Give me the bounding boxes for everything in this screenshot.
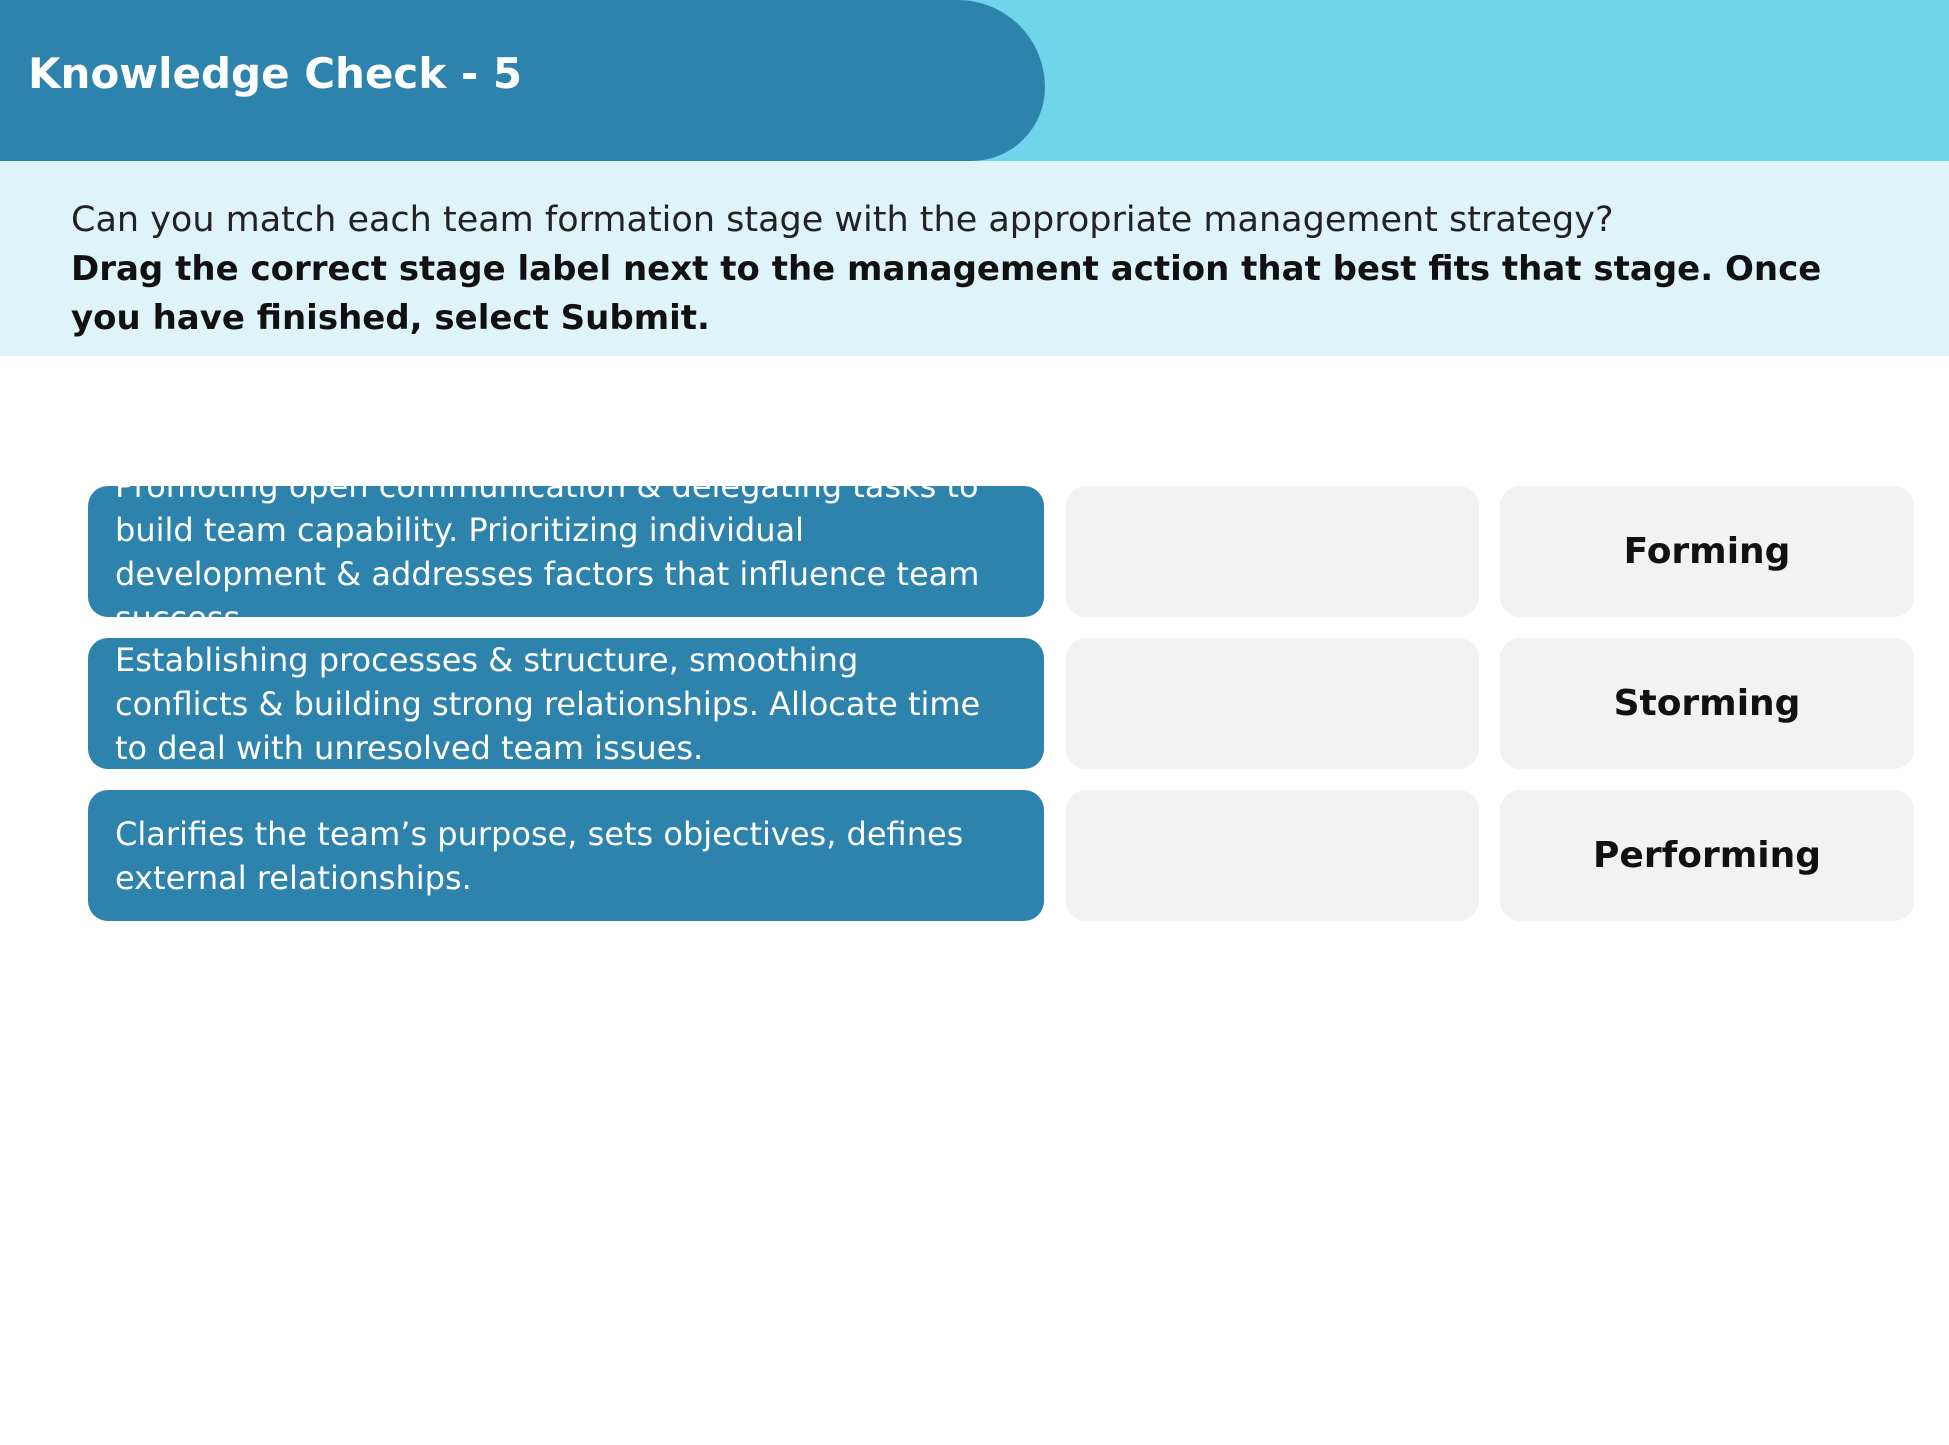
question-text: Can you match each team formation stage with the appropriate management strategy?	[71, 200, 1614, 240]
statement-text-1: Promoting open communication & delegating tasks to build team capability. Prioritizing individual development & addresses factors that influence team success.	[115, 466, 980, 637]
statement-card-1	[88, 466, 1044, 637]
drag-label-forming[interactable]	[1500, 486, 1914, 617]
drag-label-text-storming: Storming	[1613, 682, 1801, 724]
instruction-text: Drag the correct stage label next to the management action that best fits that stage. Once you have finished, select Submit.	[71, 249, 1822, 338]
drag-label-text-forming: Forming	[1623, 530, 1791, 572]
statement-text-3: Clarifies the team’s purpose, sets objectives, defines external relationships.	[115, 814, 964, 897]
drag-label-storming[interactable]	[1500, 638, 1914, 769]
statement-card-2	[88, 638, 1044, 769]
page-title: Knowledge Check - 5	[28, 49, 523, 98]
drop-zone-2[interactable]	[1066, 638, 1479, 769]
drag-label-text-performing: Performing	[1593, 834, 1821, 876]
drop-zone-1[interactable]	[1066, 486, 1479, 617]
statement-card-3	[88, 790, 1044, 921]
drop-zone-3[interactable]	[1066, 790, 1479, 921]
drag-label-performing[interactable]	[1500, 790, 1914, 921]
statement-text-2: Establishing processes & structure, smoothing conflicts & building strong relationships. Allocate time to deal with unresolved team issues.	[115, 640, 981, 767]
